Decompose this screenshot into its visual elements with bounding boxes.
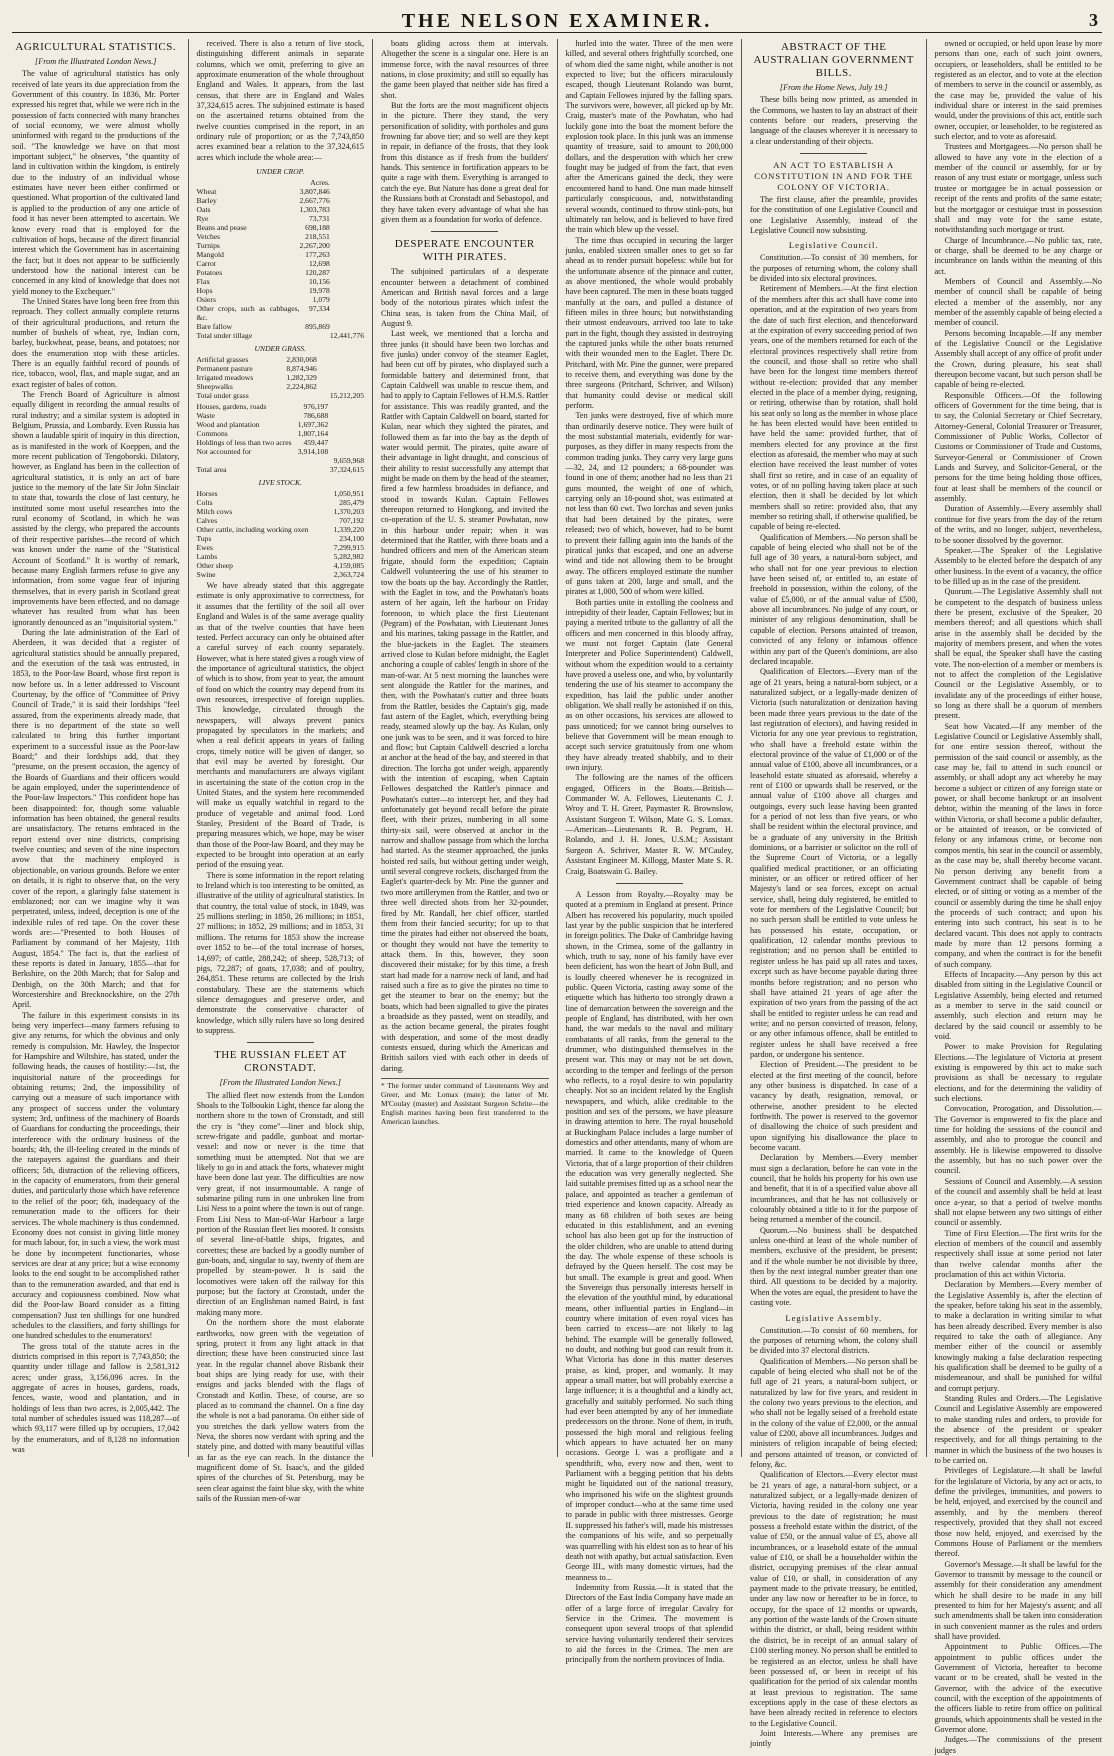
row-value: 3,914,108 <box>296 447 328 456</box>
row-value: 1,370,203 <box>328 507 364 516</box>
row-value: 97,334 <box>299 304 329 322</box>
row-label: Other sheep <box>197 561 329 570</box>
paragraph: Convocation, Prorogation, and Dissolution.—The Governor is empowered to fix the place and time for holding the sessions of the council and assembly, and also to prorogue the council and assembly. He is likewise empowered to dissolve the assembly, but has no such power over the council. <box>935 1104 1103 1176</box>
table-row <box>197 342 365 355</box>
paragraph: Governor's Message.—It shall be lawful for the Governor to transmit by message to the council or assembly for their consideration any amendment which he shall desire to be made in any bill presented to him for her Majesty's assent; and all such amendments shall be taken into consideration in such convenient manner as the rules and orders shall have provided. <box>935 1560 1103 1643</box>
article-source: [From the Illustrated London News.] <box>197 1078 365 1088</box>
table-cell <box>317 373 364 382</box>
table-row <box>197 391 365 400</box>
section-heading: Legislative Council. <box>750 240 918 251</box>
row-value: 1,079 <box>299 295 329 304</box>
row-value: 218,551 <box>299 232 329 241</box>
paragraph: Both parties unite in extolling the coolness and intrepidity of their leader, Captain Fellowes; but in paying a merited tribute to the gallantry of all the officers and men concerned in this bloody affray, we must not forget Captain (late General Interpreter and Police Superintendent) Caldwell, without whom the expedition would to a certainty have proved a useless one, and who, by voluntarily tendering the use of his steamer to accompany the expedition, has laid the public under another obligation. We shall really be astonished if on this, as on other occasions, his services are allowed to pass unnoticed; for we cannot bring ourselves to believe that Government will be mean enough to accept such service gratuitously from one whom they have already treated shabbily, and to their own injury. <box>566 598 734 774</box>
table-row <box>197 331 365 340</box>
table-row <box>197 498 365 507</box>
total-value: 12,441,776 <box>330 331 364 340</box>
row-value: 177,263 <box>299 250 329 259</box>
table-row <box>197 259 365 268</box>
paragraph: The subjoined particulars of a desperate encounter between a detachment of combined American and British naval forces and a large body of the notorious pirates which infest the China seas, is taken from the China Mail, of August 9. <box>381 267 549 329</box>
row-value: 2,667,776 <box>299 196 329 205</box>
row-label: Beans and pease <box>197 223 300 232</box>
row-value: 2,830,068 <box>275 355 317 364</box>
row-label: Carrot <box>197 259 300 268</box>
table-cell <box>328 429 364 438</box>
table-row <box>197 250 365 259</box>
row-label: Swine <box>197 570 329 579</box>
table-row <box>197 447 365 456</box>
paragraph: Speaker.—The Speaker of the Legislative Assembly to be elected before the despatch of any other business. In the event of a vacancy, the office to be filled up as in the case of the president. <box>935 546 1103 587</box>
table-row <box>197 420 365 429</box>
row-value: 7,299,915 <box>328 543 364 552</box>
article-heading: AGRICULTURAL STATISTICS. <box>12 41 180 54</box>
paragraph: Ten junks were destroyed, five of which more than ordinarily deserve notice. They were built of the most substantial materials, evidently for war-purposes, as they differ in many respects from the common trading junks. They carry very large guns—32, 24, and 12 pounders; a 68-pounder was found in one of them; another had no less than 21 guns mounted, the weight of one of which, carrying only an 18-pound shot, was estimated at not less than 60 cwt. Two lorchas and seven junks that had been detained by the pirates, were released; two of which, however, had to be burnt to prevent their falling again into the hands of the piratical junks that escaped, and one an adverse wind and tide not allowing them to be brought away. The officers employed estimate the number of guns taken at 200, large and small, and the pirates at 1,000, 500 of whom were killed. <box>566 411 734 597</box>
table-row <box>197 507 365 516</box>
paragraph: Time of First Election.—The first writs for the election of members of the council and assembly respectively shall issue at some period not later than twelve calendar months after the proclamation of this act within Victoria. <box>935 1229 1103 1281</box>
table-row <box>197 355 365 364</box>
table-row <box>197 552 365 561</box>
paragraph: We have already stated that this aggregate estimate is only approximative to correctness, for it assumes that the fertility of the soil all over England and Wales is of the same average quality as that of the twelve counties that have been tested. Perfect accuracy can only be obtained after a careful survey of each county separately. However, what is here stated gives a rough view of the importance of agricultural statistics, the object of which is to show, from year to year, the amount of food on which the country may depend from its own resources, irrespective of foreign supplies. This knowledge, circulated through the newspapers, will always prevent panics propagated by speculators in the markets; and when a real deficit appears in years of failing crops, timely notice will be given of danger, so that evil may be averted by foresight. Our merchants and manufacturers are always vigilant in ascertaining the state of the cotton crop in the United States, and the system here recommended will make us equally watchful in regard to the produce of vegetable and animal food. Lord Stanley, President of the Board of Trade, is preparing measures which, we hope, may be wiser than those of the Poor-law Board, and they may be expected to be brought into operation at an early period of the ensuing year. <box>197 581 365 871</box>
article-heading: ABSTRACT OF THE AUSTRALIAN GOVERNMENT BILLS. <box>750 41 918 80</box>
row-label: Houses, gardens, roads <box>197 402 297 411</box>
row-label: Vetches <box>197 232 300 241</box>
article-heading: THE RUSSIAN FLEET AT CRONSTADT. <box>197 1049 365 1075</box>
table-cell <box>330 241 364 250</box>
row-label: Potatoes <box>197 268 300 277</box>
table-row <box>197 322 365 331</box>
paragraph: Indemnity from Russia.—It is stated that the Directors of the East India Company have made an offer of a large force of irregular Cavalry for Service in the Crimea. The movement is consequent upon several troops of that splendid service having voluntarily tendered their services to aid the forces in the Crimea. The men are principally from the northern provinces of India. <box>566 1583 734 1666</box>
paragraph: Power to make Provision for Regulating Elections.—The legislature of Victoria at present existing is empowered by this act to make such provisions as shall be necessary to regulate elections, and for the determining the validity of such elections. <box>935 1042 1103 1104</box>
table-row <box>197 525 365 534</box>
table-cell <box>296 465 328 474</box>
paragraph: Constitution.—To consist of 30 members, for the purposes of returning whom, the colony shall be divided into six electoral provinces. <box>750 253 918 284</box>
paragraph: Standing Rules and Orders.—The Legislative Council and Legislative Assembly are empowered to make standing rules and orders, to provide for the absence of the president or speaker respectively, and for all things pertaining to the manner in which the business of the two houses is to be carried on. <box>935 1394 1103 1466</box>
columns <box>12 39 1102 1457</box>
table-row <box>197 570 365 579</box>
table-cell <box>317 355 364 364</box>
paragraph: Trustees and Mortgagees.—No person shall be allowed to have any vote in the election of a member of the council or assembly, for or by reason of any trust estate or mortgage, unless such trustee or mortgagee be in actual possession or receipt of the rents and profits of the same estate; but the mortgagor or cestuique trust in possession shall and may vote for the same estate, notwithstanding such mortgage or trust. <box>935 142 1103 235</box>
table-cell <box>330 322 364 331</box>
row-value: 2,363,724 <box>328 570 364 579</box>
table-row <box>197 165 365 178</box>
total-value: 37,324,615 <box>328 465 364 474</box>
table-row <box>197 373 365 382</box>
table-cell <box>330 178 364 187</box>
divider <box>247 1042 314 1043</box>
divider <box>431 231 498 232</box>
table-row <box>197 232 365 241</box>
row-value: 459,447 <box>296 438 328 447</box>
row-value: 976,197 <box>296 402 328 411</box>
table-cell <box>197 456 297 465</box>
paragraph: Retirement of Members.—At the first election of the members after this act shall have come into operation, and at the expiration of two years from the date of such first election, and thenceforward at the expiration of every succeeding period of two years, one of the members returned for each of the electoral provinces respectively shall retire from the council, and those shall so retire who shall have been for the longest time members thereof without re-election: provided that any member elected in the place of a member dying, resigning, or retiring, otherwise than by rotation, shall hold his seat only so long as the member in whose place he has been elected would have been entitled to have held the same: provided further, that of members elected for any province at the first election as aforesaid, the member who may at such election have received the least number of votes shall first so retire, and in case of an equality of votes, or of no polling having taken place at such election, then it shall be decided by lot which members shall so retire: provided also, that any member so retiring shall, if otherwise qualified, be capable of being re-elected. <box>750 284 918 532</box>
footnote: * The former under command of Lieutenants Wey and Greer, and Mr. Lomax (mate); the latter of Mr. M'Coulay (master) and Assistant Surgeon Schrite—the English marines having been first transferred to the American launches. <box>381 1078 549 1126</box>
table-row <box>197 214 365 223</box>
table-caption: UNDER CROP. <box>197 165 365 178</box>
paragraph: The failure in this experiment consists in its being very imperfect—many farmers refusing to give any returns, for which the obvious and only remedy is compulsion. Mr. Hawley, the Inspector for Hampshire and Wiltshire, has stated, under the following heads, the causes of hostility:—1st, the inquisitorial nature of the proceedings for obtaining returns; 2nd, the impossibility of carrying out a measure of such importance with any prospect of success under the voluntary system; 3rd, unfitness of the machinery of Boards of Guardians for conducting the proceedings, their interference with the ordinary business of the boards; 4th, the ill-feeling created in the minds of the ratepayers against the guardians and their officers; 5th, distraction of the relieving officers, in the capacity of enumerators, from their general duties, and particularly those which have reference to the relief of the poor; 6th, inadequacy of the remuneration made to the officers for their services. The whole machinery is thus condemned. Economy does not consist in giving little money for much labour, for, in such a view, the work must be done by incompetent functionaries, whose services are dear at any price; but a wise economy looks to the end sought to be accomplished rather than to the remuneration awarded, and that end is accuracy and copiousness combined. Now what did the Poor-law Board consider as a fitting compensation? Just ten shillings for one hundred schedules to the classifiers, and forty shillings for one hundred schedules to the enumerators! <box>12 1011 180 1342</box>
act-title: AN ACT TO ESTABLISH A CONSTITUTION IN AND FOR THE COLONY OF VICTORIA. <box>750 160 918 193</box>
row-label: Milch cows <box>197 507 329 516</box>
table-row <box>197 187 365 196</box>
section-heading: Legislative Assembly. <box>750 1313 918 1324</box>
total-label: Total area <box>197 465 297 474</box>
row-label: Oats <box>197 205 300 214</box>
paragraph: Declaration by Members.—Every member of the Legislative Assembly is, after the election of the speaker, before taking his seat in the assembly, to make a declaration in writing similar to what has been already described. Every member is also required to take the oath of allegiance. Any member either of the council or assembly knowingly making a false declaration respecting his qualification shall be deemed to be guilty of a misdemeanour, and shall be punished for wilful and corrupt perjury. <box>935 1280 1103 1394</box>
row-value: 4,159,085 <box>328 561 364 570</box>
table-cell <box>328 447 364 456</box>
paragraph: owned or occupied, or held upon lease by more persons than one, each of such joint owners, occupiers, or leaseholders, shall be entitled to be registered as an elector, and to vote at the election of members to serve in the council or assembly, as the case may be, provided the value of his individual share or interest in the said premises would, under the provisions of this act, entitle such owner, occupier, or leaseholder, to be registered as such elector, and to vote as aforesaid. <box>935 39 1103 142</box>
row-label: Horses <box>197 489 329 498</box>
table-cell <box>328 402 364 411</box>
paragraph: During the late administration of the Earl of Aberdeen, it was decided that a register of agricultural statistics should be annually prepared, and the execution of the task was entrusted, in 1853, to the Poor-law Board, whose first report is now before us. In a letter addressed to Viscount Courtenay, by the office of "Committee of Privy Council of Trade," it is said their lordships "feel assured, from the experiments already made, that there is no department of the state so well calculated to bring this further important experiment to a successful issue as the Poor-law Board;" and their lordships add, that they "presume, on the present occasion, the agency of the Boards of Guardians and their officers would be again employed, under the superintendence of the Poor-law Inspectors." This confident hope has been disappointed: for, though some valuable information has been obtained, the general results are unsatisfactory. The returns embraced in the report extend over nine districts, comprising twelve counties; and seven of the nine inspectors avow that the machinery employed is objectionable, on various grounds. Before we enter on details, it is right to observe that, on the very cover of the report, a glaringly false statement is emblazoned; nor can we imagine why it was perpetrated, unless, indeed, deception is one of the indexible rules of red tape. On the cover these words are:—"Presented to both Houses of Parliament by command of her Majesty, 11th August, 1854." The fact is, that the earliest of these reports is dated in January, 1855—that for Berkshire, on the 20th March; that for Salop and Denbigh, on the 30th March; and that for Worcestershire and Brecknockshire, on the 27th April. <box>12 628 180 1011</box>
table-row <box>197 364 365 373</box>
row-value: 10,156 <box>299 277 329 286</box>
paragraph: Quorum.—No business shall be despatched unless one-third at least of the whole number of members, exclusive of the president, be present; and if the whole number be not divisible by three, then by the next integral number greater than one third. All questions to be decided by a majority. When the votes are equal, the president to have the casting vote. <box>750 1226 918 1309</box>
row-label: Not accounted for <box>197 447 297 456</box>
table-row <box>197 382 365 391</box>
article-source: [From the Home News, July 19.] <box>750 83 918 93</box>
row-value: 1,282,329 <box>275 373 317 382</box>
table-cell <box>330 286 364 295</box>
paragraph: But the forts are the most magnificent objects in the picture. There they stand, the very personification of solidity, with portholes and guns frowning far above tier; and so well are they kept in repair, in defiance of the frosts, that they look from this distance as if fresh from the builders' hands. This sentence in fortification appears to be quite a rage with them. Everything is arranged to catch the eye. But Nature has done a great deal for the Russians both at Cronstadt and Sebastopol, and they have taken every advantage of what she has given them as a foundation for works of defence. <box>381 101 549 225</box>
table-cell <box>330 250 364 259</box>
table-cell <box>328 420 364 429</box>
row-label: Flax <box>197 277 300 286</box>
row-label: Turnips <box>197 241 300 250</box>
paragraph: Qualification of Electors.—Every man of the age of 21 years, being a natural-born subject, or a naturalized subject, or a legally-made denizen of Victoria (such naturalization or denization having been made three years previous to the date of the last registration of electors), and having resided in Victoria for any one year previous to registration, who shall have a freehold estate within the electoral province of the value of £1,000 or of the annual value of £100, above all incumbrances, or a leasehold estate situated as aforesaid, whereby a rent of £100 or upwards shall be reserved, or the annual value of £100 above all charges and outgoings, every such lease having been granted for a period of not less than five years, or who shall be resident within the electoral province, and be a graduate of any university in the British dominions, or a barrister or solicitor on the roll of the Supreme Court of Victoria, or a legally qualified medical practitioner, or an officiating minister, or an officer or retired officer of her Majesty's land or sea forces, except on actual service, shall, being duly registered, be entitled to vote for members of the Legislative Council; but no such person shall be entitled to vote unless he has possessed his estate, occupation, or qualification, 12 calendar months previous to registration; and no person shall be entitled to register unless he has paid up all rates and taxes, except such as have become payable during three months before registration; and no person who shall have attained 21 years of age after the expiration of two years from the passing of the act shall be entitled to register unless he can read and write; and no person convicted of treason, felony, or any other infamous offence, shall be entitled to register unless he shall have received a free pardon, or undergone his sentence. <box>750 667 918 1060</box>
table-row <box>197 411 365 420</box>
paragraph: The gross total of the statute acres in the districts comprised in this report is 7,743,850; the quantity under tillage and fallow is 2,581,312 acres; under grass, 3,156,096 acres. In the aggregate of acres in houses, gardens, roads, fences, waste, wood and plantation, and in holdings of less than two acres, is 2,005,442. The total number of schedules issued was 118,287—of which 93,117 were filled up by occupiers, 17,042 by the enumerators, and of 8,128 no information was <box>12 1342 180 1456</box>
row-label: Permanent pasture <box>197 364 275 373</box>
table-cell <box>317 364 364 373</box>
table-cell <box>330 277 364 286</box>
row-value: 285,479 <box>328 498 364 507</box>
row-label: Sheepwalks <box>197 382 275 391</box>
table-cell <box>330 196 364 205</box>
paragraph: Quorum.—The Legislative Assembly shall not be competent to the despatch of business unless there be present, exclusive of the Speaker, 20 members thereof; and all questions which shall arise in the assembly shall be decided by the majority of members present, and when the votes shall be equal, the Speaker shall have the casting vote. The non-election of a member or members is not to affect the completion of the Legislative Council or the Legislative Assembly, or to invalidate any of the proceedings of either house, so long as there shall be a quorum of members present. <box>935 587 1103 721</box>
column-2 <box>188 39 365 1457</box>
paragraph: boats gliding across them at intervals. Altogether the scene is a singular one. Here is an immense force, with the naval resources of three nations, in close proximity; and still so equally has the game been played that neither side has fired a shot. <box>381 39 549 101</box>
row-label: Calves <box>197 516 329 525</box>
table-row <box>197 456 365 465</box>
paragraph: Duration of Assembly.—Every assembly shall continue for five years from the day of the return of the writs, and no longer, subject, nevertheless, to be sooner dissolved by the governor. <box>935 504 1103 545</box>
paragraph: Qualification of Electors.—Every elector must be 21 years of age, a natural-born subject, or a naturalized subject, or a legally-made denizen of Victoria, having resided in the colony one year previous to the date of registration; he must possess a freehold estate within the district, of the value of £50, or the annual value of £5, above all incumbrances, or a leasehold estate of the annual value of £10, or shall be a householder within the district, occupying premises of the clear annual value of £10, or shall, in consideration of any payment made to the private treasury, be entitled, under any law now or hereafter to be in force, to occupy, for the space of 12 months or upwards, any portion of the waste lands of the Crown situate within the district, or shall, being resident within the district, be in receipt of an annual salary of £100 sterling money. No person shall be entitled to be registered as an elector, unless he shall have been possessed of, or been in receipt of his qualification for the period of six calendar months at least previous to registration. The same exceptions apply in the case of these electors as have been already recited in reference to electors to the Legislative Council. <box>750 1470 918 1729</box>
table-row <box>197 295 365 304</box>
total-label: Total under grass <box>197 391 275 400</box>
row-value: 1,807,164 <box>296 429 328 438</box>
row-label: Wheat <box>197 187 300 196</box>
paragraph: Persons becoming Incapable.—If any member of the Legislative Council or the Legislative Assembly shall accept of any office of profit under the Crown, during pleasure, his seat shall thereupon become vacant, but such person shall be capable of being re-elected. <box>935 329 1103 391</box>
table-live-stock <box>197 476 365 579</box>
row-value: 120,287 <box>299 268 329 277</box>
total-label: Total under tillage <box>197 331 300 340</box>
row-value: 12,698 <box>299 259 329 268</box>
row-value: 73,731 <box>299 214 329 223</box>
paragraph: On the northern shore the most elaborate earthworks, now green with the vegetation of spring, protect it from any light attack in that direction; these have been constructed since last year. In the regular channel above Risbank their boat ships are lying ready for use, with their ensigns and jacks blended with the flags of Cronstadt and Kotlin. These, of course, are so placed as to command the channel. On a fine day the whole is not a bad panorama. On either side of you stretches the dark yellow waters from the Neva, the shores now verdant with spring and the stately pine, and dotted with many beautiful villas as far as the eye can reach. In the distance the magnificent dome of St. Isaac's, and the gilded spires of the churches of St. Petersburg, may be seen clear against the faint blue sky, with the white sails of the Russian men-of-war <box>197 1318 365 1504</box>
row-value: 2,267,200 <box>299 241 329 250</box>
row-value: 1,303,783 <box>299 205 329 214</box>
row-label: Rye <box>197 214 300 223</box>
row-label: Other cattle, including working oxen <box>197 525 329 534</box>
table-under-crop <box>197 165 365 340</box>
paragraph: Effects of Incapacity.—Any person by this act disabled from sitting in the Legislative Council or Legislative Assembly, being elected and returned as a member to serve in the said council or assembly, such election and return may be declared by the said council or assembly to be void. <box>935 970 1103 1042</box>
table-row <box>197 429 365 438</box>
total-value: 15,212,205 <box>317 391 364 400</box>
article-source: [From the Illustrated London News.] <box>12 57 180 67</box>
masthead <box>12 8 1102 33</box>
paragraph: There is some information in the report relating to Ireland which is too interesting to be omitted, as illustrative of the utility of agricultural statistics. In that country, the total value of stock, in 1849, was 25 millions sterling; in 1850, 26 millions; in 1851, 27 millions; in 1852, 29 millions; and in 1853, 31 millions. The returns for 1853 show the increase over 1852 to be—of the total increase of horses, 14,697; of cattle, 288,242; of sheep, 528,713; of pigs, 72,287; of goats, 17,038; and of poultry, 264,851. These returns are collected by the Irish constabulary. These are the statements which silence demagogues and preserve order, and demonstrate the conservative character of knowledge, which silly rulers have so long desired to suppress. <box>197 871 365 1037</box>
table-cell <box>330 232 364 241</box>
paragraph: The first clause, after the preamble, provides for the constitution of one Legislative Council and one Legislative Assembly, instead of the Legislative Council now subsisting. <box>750 195 918 236</box>
paragraph: The value of agricultural statistics has only received of late years its due appreciation from the Government of this country. In 1836, Mr. Porter expressed his regret that, while we were rich in the possession of facts connected with many branches of social economy, we were almost wholly uninformed with regard to the productions of the soil. "The knowledge we have on that most important subject," he observes, "the quantity of land in cultivation within the kingdom, is entirely due to the industry of an individual whose estimates have never been either confirmed or questioned. What proportion of the cultivated land is applied to the production of any one article of food it has never been attempted to ascertain. We know every road that is employed for the cultivation of hops, because of the direct financial interest which the Government has in ascertaining the fact; but it does not appear to be sufficiently understood how the national interest can be concerned in any kind of knowledge that does not yield money to the Exchequer." <box>12 69 180 297</box>
table-cell <box>330 268 364 277</box>
table-row <box>197 476 365 489</box>
table-cell <box>328 411 364 420</box>
paragraph: The following are the names of the officers engaged, Officers in the Boats.—British—Commander W. A. Fellowes, Lieutenants C. J. Wroy and T. H. Greer, Paymaster R. Brownslow, Assistant Surgeon T. Wilson, Mate G. S. Lomax.—American—Lieutenants R. B. Pegram, H. Rolando, and J. H. Jones, U.S.M.; Assistant Surgeon A. Schriver, Master R. W. M'Cauley, Assistant Engineer M. Killogg, Master Mate S. R. Craig, Boatswain G. Bailey. <box>566 773 734 876</box>
row-value: 707,192 <box>328 516 364 525</box>
table-row <box>197 304 365 322</box>
row-label: Other crops, such as cabbages, &c. <box>197 304 300 322</box>
paragraph: Appointment to Public Offices.—The appointment to public offices under the Government of Victoria, hereafter to become vacant or to be created, shall be vested in the Governor, with the advice of the executive council, with the exception of the appointments of the officers liable to retire from office on political grounds, which appointments shall be vested in the Governor alone. <box>935 1642 1103 1735</box>
table-row <box>197 402 365 411</box>
row-value: 19,978 <box>299 286 329 295</box>
table-row <box>197 205 365 214</box>
row-value: 5,282,982 <box>328 552 364 561</box>
table-row <box>197 223 365 232</box>
paragraph: Declaration by Members.—Every member must sign a declaration, before he can vote in the council, that he holds his property for his own use and benefit, that it is of a specified value above all incumbrances, and that he has not collusively or colourably obtained a title to it for the purpose of being returned a member of the council. <box>750 1153 918 1225</box>
table-row <box>197 534 365 543</box>
paragraph: Privileges of Legislature.—It shall be lawful for the legislature of Victoria, by any act or acts, to define the privileges, immunities, and powers to be held, enjoyed, and exercised by the council and assembly, and by the members thereof respectively, provided that they shall not exceed those now held, enjoyed, and exercised by the Commons House of Parliament or the members thereof. <box>935 1466 1103 1559</box>
table-cell <box>330 205 364 214</box>
table-row <box>197 178 365 187</box>
row-value: 786,688 <box>296 411 328 420</box>
row-label: Artificial grasses <box>197 355 275 364</box>
row-label: Lambs <box>197 552 329 561</box>
table-row <box>197 277 365 286</box>
paragraph: Last week, we mentioned that a lorcha and three junks (it should have been two lorchas and five junks) under convoy of the steamer Eaglet, had been cut off by pirates, who displayed such a formidable battery and determined front, that Captain Caldwell was unable to rescue them, and had to apply to Captain Fellowes of H.M.S. Rattler for assistance. This was readily granted, and the Rattler with Captain Caldwell on board, started for Kulan, near which they sighted the pirates, and followed them as far into the bay as the depth of water would permit. The pirates, quite aware of their advantage in light draught, and conscious of their ability to resist successfully any attempt that might be made on them by the head of the steamer, fired a few harmless broadsides in defiance, and stood in towards Kulan. Captain Fellowes thereupon returned to Hongkong, and invited the co-operation of the U. S. steamer Powhatan, now in this harbour under repair; when it was determined that the Rattler, with three boats and a hundred officers and men of the American steam frigate, should form the expedition; Captain Caldwell volunteering the use of his steamer to tow the boats up the bay. Accordingly the Rattler, with the Eaglet in tow, and the Powhatan's boats astern of her again, left the harbour on Friday forenoon, to which place the first Lieutenant (Pegram) of the Powhatan, with Lieutenant Jones and his marines, taking passage in the Rattler, and the blue-jackets in the Eaglet. The steamers arrived close to Kulan before midnight, the Eaglet anchoring a couple of cables' length in shore of the man-of-war. At 5 next morning the launches were sent alongside the Rattler for the marines, and then, with the Powhatan's cutter and three boats from the Rattler, besides the Captain's gig, made fast astern of the Eaglet, which, everything being ready, steamed slowly up the bay. As Kulan, only one junk was to be seen, and it was forced to hire and flow; but Captain Caldwell descried a lorcha at anchor at the head of the bay, and steered in that direction. The lorcha got under weigh, apparently with the intention of escaping, when Captain Fellowes despatched the Rattler's pinnace and Powhatan's cutter—to intercept her, and they had unfortunately got beyond recall before the pirate fleet, with their prizes, numbering in all some thirty-six sail, were observed at anchor in the narrow and shallow passage from which the lorcha had started. As the steamer approached, the junks hoisted red sails, but without getting under weigh, until several congreve rockets, discharged from the Eaglet's quarter-deck by Mr. Pine the gunner and two more artillerymen from the Rattler, and two or three well directed shots from her 32-pounder, fired by Mr. Randall, her chief officer, startled them from their fancied security; for up to that time the pirates had either not observed the boats, or thought they would not have the temerity to attack them. In this, however, they soon discovered their mistake; for by this time, a fresh start had made for a narrow neck of land, and had raised such a fire as to give the pirates no time to get the steamer to bear on the enemy; but the boats, which had been signalled to give the pirates a broadside as they passed, went on steadily, and as the action became general, the pirates fought with desperation, and some of the most deadly contests ensued, during which the American and British sailors vied with each other in deeds of daring. <box>381 329 549 1074</box>
row-value: 234,100 <box>328 534 364 543</box>
row-label: Mangold <box>197 250 300 259</box>
table-row <box>197 543 365 552</box>
paragraph: Judges.—The commissions of the present judges <box>935 1735 1103 1756</box>
paragraph: The United States have long been free from this reproach. They collect annually complete returns of their agricultural productions, and return the number of bushels of wheat, rye, Indian corn, barley, buckwheat, pease, beans, and potatoes; nor does the enumeration stop with these articles. There is an equally faithful record of pounds of rice, tobacco, wool, flax, and maple sugar, and an exact register of bales of cotton. <box>12 297 180 390</box>
divider <box>800 153 867 154</box>
row-value: 1,697,362 <box>296 420 328 429</box>
paragraph: hurled into the water. Three of the men were killed, and several others frightfully scorched, one of whom died the same night, while another is not expected to live; but the officers miraculously escaped, though Lieutenant Rolando was burnt, and Captain Fellowes injured by the falling spars. The survivors were, however, all picked up by Mr. Craig, master's mate of the Powhatan, who had luckily gone into the boat the moment before the explosion took place. In this junk was an immense quantity of treasure, said to amount to 200,000 dollars, and the desperation with which her crew fought may be judged of from the fact, that even after the Americans gained the deck, they were encountered hand to hand. One man made himself particularly conspicuous, and, notwithstanding several wounds, continued to throw stink-pots, but ultimately ran below, and is believed to have fired the train which blew up the vessel. <box>566 39 734 236</box>
table-unit: Acres. <box>299 178 329 187</box>
table-caption: UNDER GRASS. <box>197 342 365 355</box>
paragraph: Members of Council and Assembly.—No member of council shall be capable of being elected a member of the assembly, nor any member of the assembly capable of being elected a member of council. <box>935 277 1103 329</box>
paragraph: Seat how Vacated.—If any member of the Legislative Council or Legislative Assembly shall, for one entire session thereof, without the permission of the said council or assembly, as the case may be, fail to attend in such council or assembly, or shall adopt any act whereby he may become a subject or citizen of any foreign state or power, or shall become bankrupt or an insolvent debtor, within the meaning of the laws in force within Victoria, or shall become a public defaulter, or be attainted of treason, or be convicted of felony or any infamous crime, or become non compos mentis, his seat in the council or assembly, as the case may be, shall thereby become vacant. No person deriving any benefit from a Government contract shall be capable of being elected, or of sitting or voting as a member of the council or assembly during the time he shall enjoy the proceeds of such contract; and upon his entering into such contract, his seat is to be declared vacant. This does not apply to contracts made by more than 12 persons forming a company, and when the contract is for the benefit of such company. <box>935 722 1103 970</box>
row-label: Holdings of less than two acres <box>197 438 297 447</box>
row-label: Ewes <box>197 543 329 552</box>
column-4 <box>557 39 734 1457</box>
table-row <box>197 561 365 570</box>
table-cell <box>317 382 364 391</box>
table-cell <box>197 178 300 187</box>
row-value: 3,807,846 <box>299 187 329 196</box>
paragraph: These bills being now printed, as amended in the Commons, we hasten to lay an abstract of their contents before our readers, preserving the language of the clauses wherever it is necessary to a clear understanding of their objects. <box>750 95 918 147</box>
table-cell <box>330 187 364 196</box>
paragraph: The time thus occupied in securing the larger junks, enabled sixteen smaller ones to get so far ahead as to render pursuit hopeless: while but for the unfortunate absence of the pinnace and cutter, as above mentioned, the whole would probably have been captured. The men in these boats tugged manfully at the oars, and pulled a distance of fifteen miles in three hours; but notwithstanding their utmost endeavours, arrived too late to take part in the fight, though they assisted in destroying the captured junks while the other boats returned with their wounded men to the Eaglet. There Dr. Pritchard, with Mr. Pine the gunner, were prepared to receive them, and everything was done by the three surgeons (Pritchard, Schriver, and Wilson) that humanity could devise or medical skill perform. <box>566 236 734 412</box>
row-label: Colts <box>197 498 329 507</box>
row-value: 2,224,862 <box>275 382 317 391</box>
column-5 <box>741 39 918 1457</box>
column-1 <box>12 39 180 1457</box>
table-row <box>197 465 365 474</box>
paragraph: Charge of Incumbrance.—No public tax, rate, or charge, shall be deemed to be any charge or incumbrance on lands within the meaning of this act. <box>935 236 1103 277</box>
paragraph: Qualification of Members.—No person shall be capable of being elected who shall not be of the full age of 30 years, a natural-born subject, and who shall not for one year previous to election have been seised of, or entitled to, an estate of freehold in possession, within the colony, of the value of £5,000, or of the annual value of £500, above all incumbrances. No judge of any court, or minister of any religious denomination, shall be capable of election. Persons attainted of treason, convicted of any felony or infamous offence within any part of the Queen's dominions, are also declared incapable. <box>750 533 918 667</box>
table-cell <box>330 304 364 322</box>
row-value: 1,050,951 <box>328 489 364 498</box>
row-label: Wood and plantation <box>197 420 297 429</box>
row-label: Osiers <box>197 295 300 304</box>
row-label: Commons <box>197 429 297 438</box>
table-cell <box>330 295 364 304</box>
table-row <box>197 286 365 295</box>
row-label: Waste <box>197 411 297 420</box>
row-label: Bare fallow <box>197 322 300 331</box>
row-label: Irrigated meadows <box>197 373 275 382</box>
row-value: 8,874,946 <box>275 364 317 373</box>
page-number: 3 <box>1089 10 1098 31</box>
paragraph: The French Board of Agriculture is almost equally diligent in recording the annual results of rural industry; and a similar system is adopted in Belgium, Prussia, and Lombardy. Even Russia has shown a laudable spirit of inquiry in this direction, as is manifested in the work of Koeppen, and the more recent publication of Tengoborski. Dilatory, however, as England has been in the collection of agricultural statistics, it is only an act of bare justice to the memory of the late Sir John Sinclair to state that, towards the close of last century, he instituted some most useful researches into the rural economy of Scotland, in which he was assisted by the clergy, who prepared the accounts of their respective parishes—the record of which was known under the name of the "Statistical Account of Scotland." It is worthy of remark, because many English farmers refuse to give any information, from some vague fear of injuring themselves, that in every parish in Scotland great improvements have been effected, and no damage whatever has resulted from what has been ignorantly denounced as an "inquisitorial system." <box>12 390 180 628</box>
table-row <box>197 489 365 498</box>
table-other-land <box>197 402 365 474</box>
divider <box>616 883 683 884</box>
subtotal-value: 9,659,968 <box>328 456 364 465</box>
paragraph: The allied fleet now extends from the London Shoals to the Tolboukin Light, thence far along the northern shore to the town of Cronstadt, and still the cry is "they come"—liner and block ship, screw-frigate and paddle, gunboat and mortar-vessel: and now or never is the time that something must be attempted. Not that we are likely to go in and attack the forts, whatever might have been done last year. The difficulties are now very great, if not insurmountable. A range of submarine piling runs in one unbroken line from Lisi Ness to a point where the town is out of range. From Lisi Ness to Man-of-War Harbour a large portion of the Russian fleet lies moored. It consists of several line-of-battle ships, frigates, and corvettes; these are backed by a goodly number of gun-boats, and, singular to say, twenty of them are propelled by steam-power. It is said the locomotives were taken off the railway for this purpose; but the factory at Cronstadt, under the direction of an Englishman named Baird, is fast making many more. <box>197 1091 365 1319</box>
table-cell <box>275 391 317 400</box>
newspaper-title: THE NELSON EXAMINER. <box>12 10 1102 33</box>
row-value: 895,869 <box>299 322 329 331</box>
paragraph: A Lesson from Royalty.—Royalty may be quoted at a premium in England at present. Prince Albert has recovered his popularity, much spoiled last year by the public suspicion that he interfered in foreign politics. The Duke of Cambridge having shown, in the Crimea, some of the gallantry in which, truth to say, none of his family have ever been deficient, has won the heart of John Bull, and is loudly cheered whenever he is recognized in public. Queen Victoria, casting away some of the etiquette which has hitherto too strongly drawn a line of demarcation between the sovereign and the people of England, has distributed, with her own hand, the war medals to the naval and military combatants of all ranks, from the general to the drummer, who distinguished themselves in the present war. This may or may not be set down, according to the temper and feelings of the person who reflects, to a royal desire to win popularity cheaply. Not so an incident related by the English newspapers, and which, alike creditable to the position and sex of the persons, we have pleasure in drawing attention to here. The royal household at Buckingham Palace includes a large number of domestics and other attendants, many of whom are married. It came to the knowledge of Queen Victoria, that of a large proportion of their children the education was very generally neglected. She laid suitable premises fitted up as a school near the palace, and appointed as teacher a gentleman of tried experience and known capacity. Already as many as 68 children of both sexes are being educated in this establishment, and an evening school has also been got up for the instruction of the older children, who are unable to attend during the day. The whole expense of these schools is defrayed by the Queen herself. The cost may be but small. The example is great and good. When the Sovereign thus personally interests herself in the elevation of the youthful mind, by educational means, other influential parties in England—in country where imitation of even royal vices has been carried to excess—are not likely to lag behind. The example will be generally followed, no doubt, and nothing but good can result from it. What Victoria has done in this matter deserves praise, as kind, proper, and womanly. It may appear a small matter, but will probably exercise a large influence; it is a thoughtful and a kindly act, gracefully and suitably performed. No such thing had ever been attempted by any of her immediate predecessors on the throne. None of them, in truth, possessed the high moral and religious feeling which appears to have actuated her on many occasions. George I. was a profligate and a spendthrift, who, every now and then, went to Parliament with a begging petition that his debts might be liquidated out of the national treasury, who imprisoned his wife on the slightest grounds of improper conduct—who at the same time used to parade in public with three mistresses. George II. suppressed his father's will, made his mistresses the companions of his wife, and so perpetually was quarrelling with his eldest son as to hear of his death not with apathy, but actual satisfaction. Even George III., with many domestic virtues, had the meanness to... <box>566 890 734 1583</box>
table-cell <box>330 259 364 268</box>
article-heading: DESPERATE ENCOUNTER WITH PIRATES. <box>381 238 549 264</box>
table-cell <box>328 438 364 447</box>
row-value: 698,188 <box>299 223 329 232</box>
row-label: Tups <box>197 534 329 543</box>
row-label: Hops <box>197 286 300 295</box>
table-caption: LIVE STOCK. <box>197 476 365 489</box>
paragraph: Election of President.—The president to be elected at the first meeting of the council, before any other business is dispatched. In case of a vacancy by death, resignation, removal, or otherwise, another president to be elected forthwith. The power is reserved to the governor of disallowing the choice of such president and upon signifying his disallowance the place to become vacant. <box>750 1060 918 1153</box>
column-3 <box>372 39 549 1457</box>
table-cell <box>330 223 364 232</box>
table-cell <box>330 214 364 223</box>
table-row <box>197 268 365 277</box>
paragraph: Joint Interests.—Where any premises are jointly <box>750 1729 918 1750</box>
table-row <box>197 196 365 205</box>
table-cell <box>296 456 328 465</box>
table-row <box>197 438 365 447</box>
table-row <box>197 241 365 250</box>
table-cell <box>299 331 329 340</box>
paragraph: received. There is also a return of live stock, distinguishing different animals in separate columns, which we omit, preferring to give an approximate enumeration of the whole throughout England and Wales. It appears, from the last census, that there are in England and Wales 37,324,615 acres. The subjoined estimate is based on the ascertained returns obtained from the twelve counties comprised in the report, in an ordinary rule of proportion; or as the 7,743,850 acres examined bear a relation to the 37,324,615 acres which include the whole area:— <box>197 39 365 163</box>
paragraph: Responsible Officers.—Of the following officers of Government for the time being, that is to say, the Colonial Secretary or Chief Secretary, Attorney-General, Colonial Treasurer or Treasurer, Commissioner of Public Works, Collector of Customs or Commissioner of Trade and Customs, Surveyor-General or Commissioner of Crown Lands and Survey, and Solicitor-General, or the persons for the time being holding those offices, four at least shall be members of the council or assembly. <box>935 391 1103 505</box>
paragraph: Sessions of Council and Assembly.—A session of the council and assembly shall be held at least once a-year, so that a period of twelve months shall not elapse between any two sittings of either council or assembly. <box>935 1177 1103 1229</box>
row-value: 1,339,220 <box>328 525 364 534</box>
paragraph: Qualification of Members.—No person shall be capable of being elected who shall not be of the full age of 21 years, a natural-born subject, or naturalized by law for five years, and resident in the colony two years previous to the election, and who shall not be legally seised of a freehold estate in the colony of the value of £2,000, or the annual value of £200, above all incumbrances. Judges and ministers of religion incapable of being elected; and persons attainted of treason, or convicted of felony, &c. <box>750 1357 918 1471</box>
table-under-grass <box>197 342 365 400</box>
row-label: Barley <box>197 196 300 205</box>
paragraph: Constitution.—To consist of 60 members, for the purposes of returning whom, the colony shall be divided into 37 electoral districts. <box>750 1326 918 1357</box>
column-6 <box>926 39 1103 1457</box>
table-row <box>197 516 365 525</box>
